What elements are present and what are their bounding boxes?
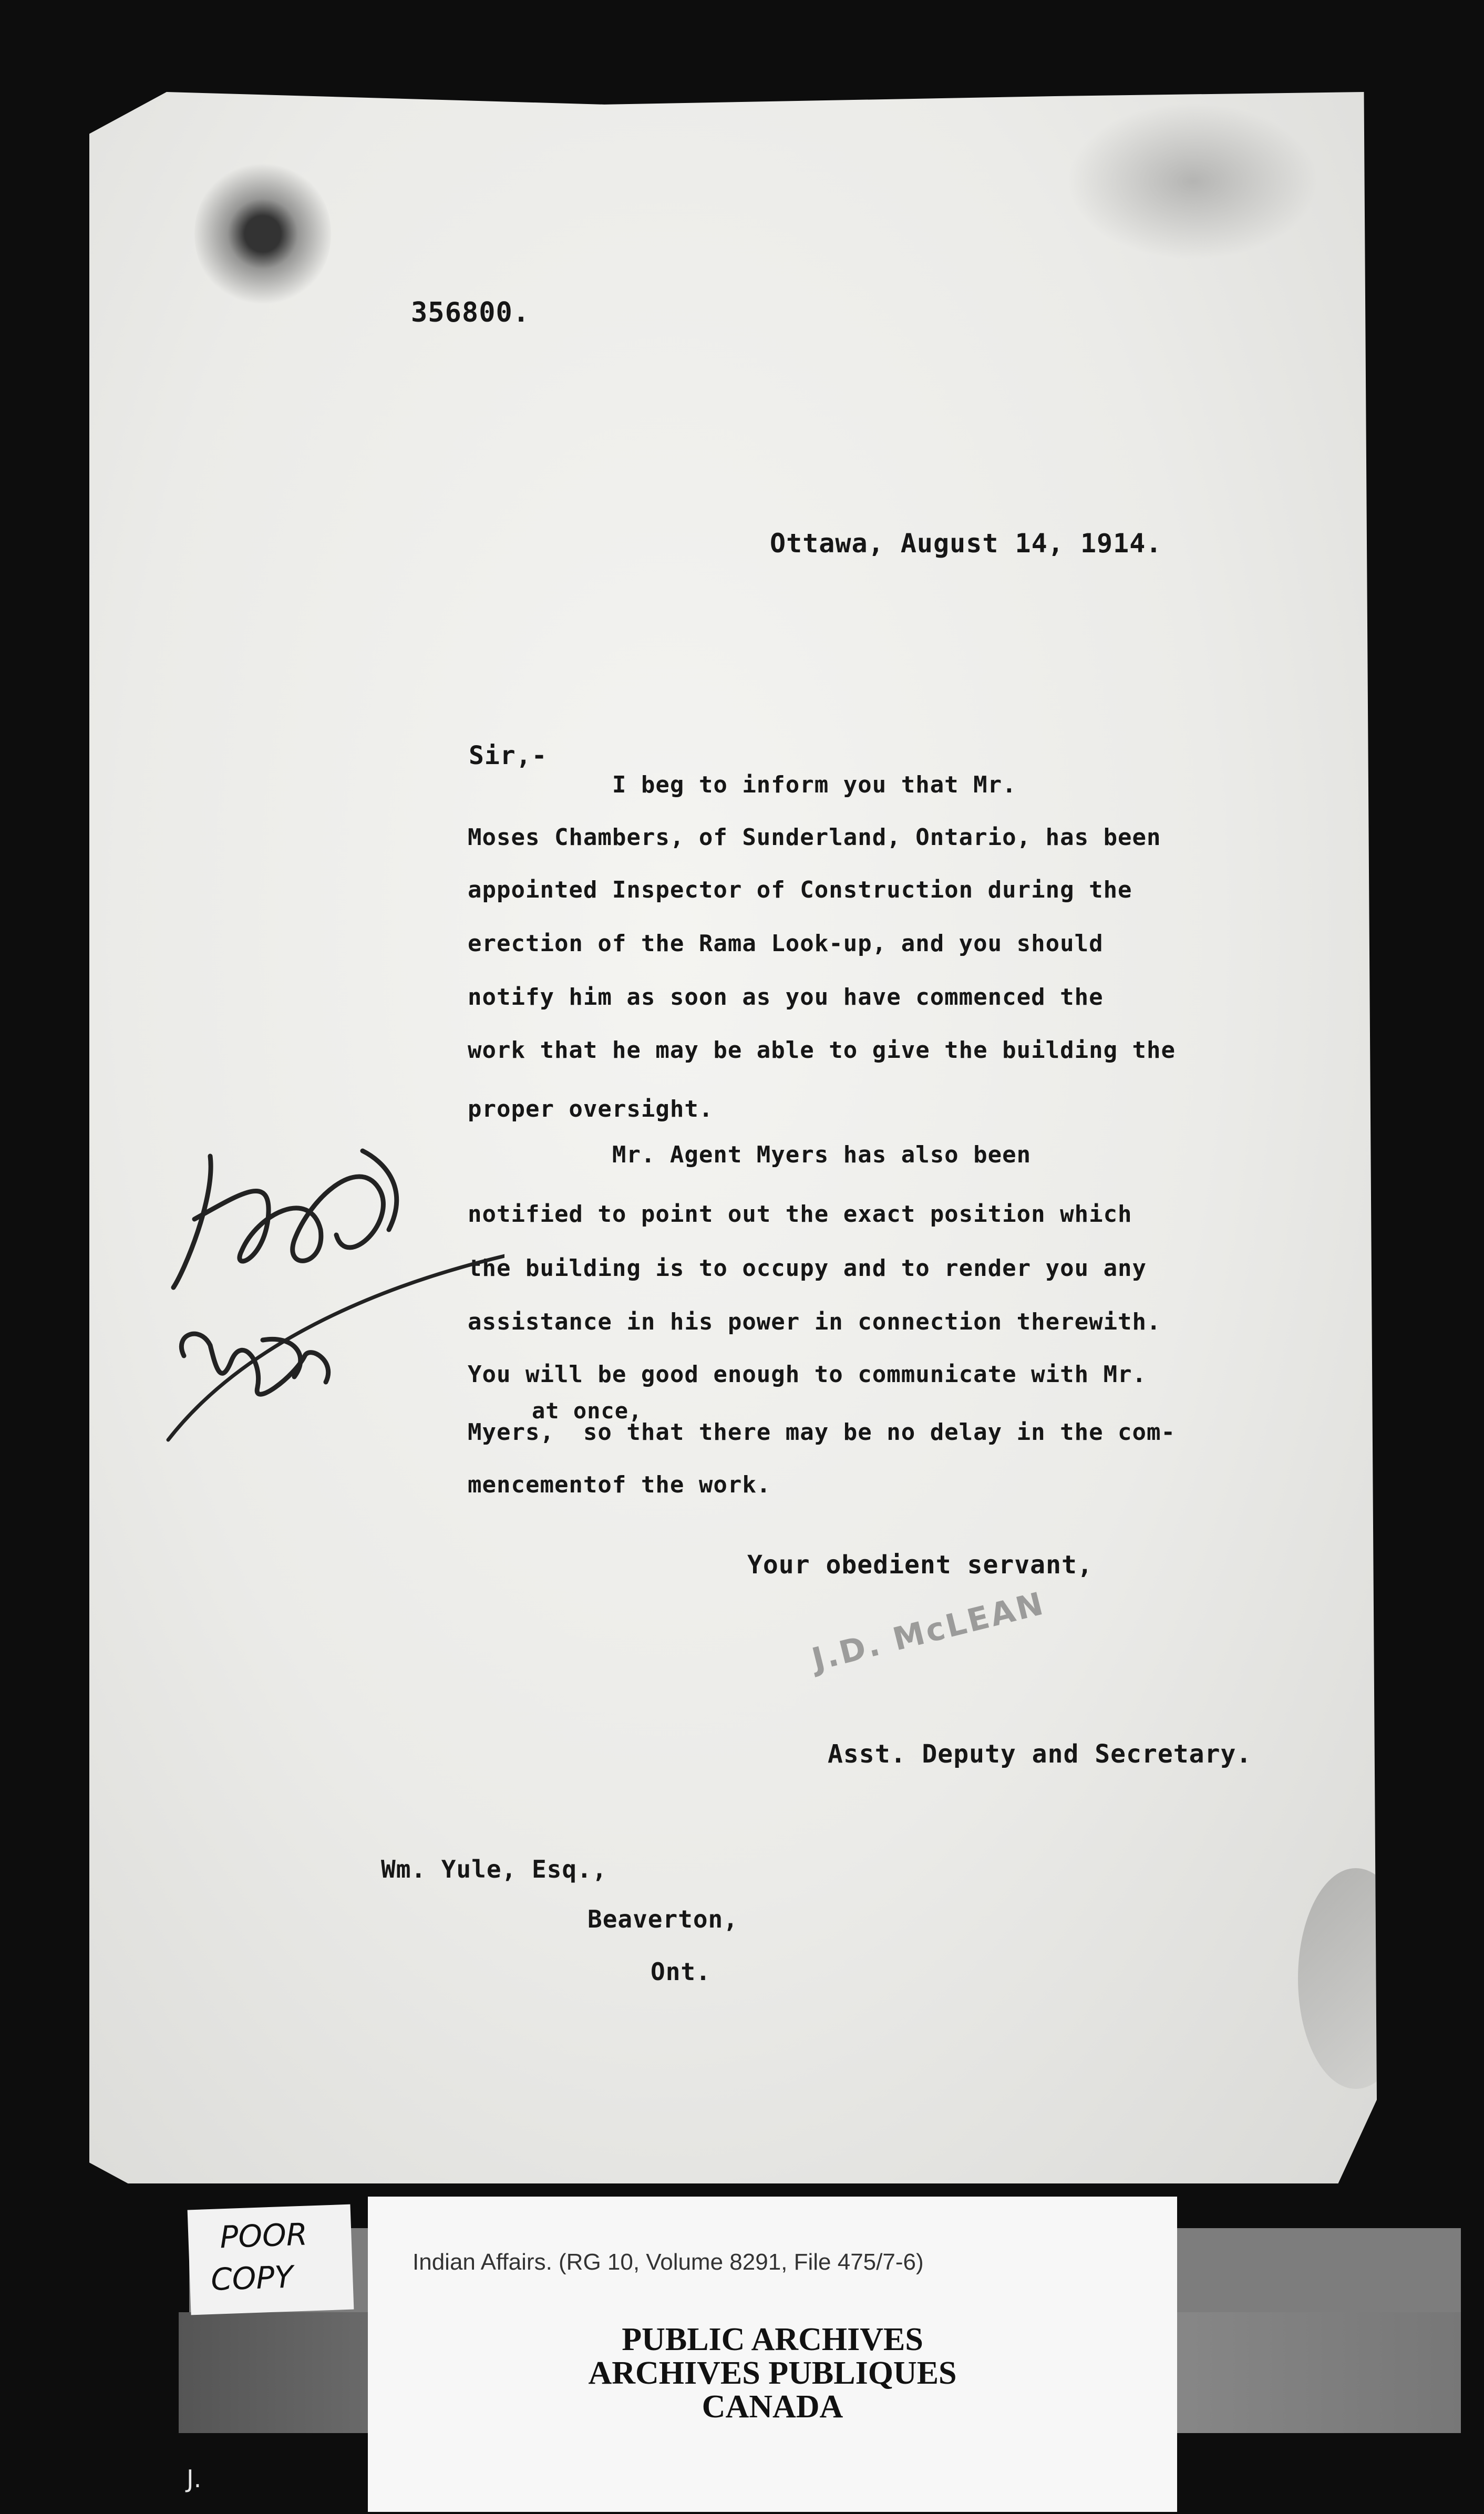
archive-source-citation: Indian Affairs. (RG 10, Volume 8291, File 475/7-6) xyxy=(413,2249,924,2275)
archive-label xyxy=(368,2197,1177,2512)
handwritten-insertion: at once, xyxy=(532,1398,643,1424)
address-line: Ont. xyxy=(651,1957,711,1986)
handwritten-initials xyxy=(137,1114,504,1482)
salutation: Sir,- xyxy=(469,741,548,770)
body-line: proper oversight. xyxy=(468,1096,714,1122)
poor-copy-note xyxy=(188,2204,354,2315)
poor-copy-line: COPY xyxy=(210,2259,294,2297)
body-line: I beg to inform you that Mr. xyxy=(468,771,1017,798)
signatory-title: Asst. Deputy and Secretary. xyxy=(828,1739,1252,1769)
body-line: Mr. Agent Myers has also been xyxy=(468,1141,1032,1168)
file-reference-number: 356800. xyxy=(411,297,530,328)
closing: Your obedient servant, xyxy=(747,1550,1093,1580)
address-line: Beaverton, xyxy=(588,1905,738,1933)
signature-stamp: J.D. McLEAN xyxy=(808,1585,1049,1678)
address-line: Wm. Yule, Esq., xyxy=(381,1855,607,1883)
letter-date: Ottawa, August 14, 1914. xyxy=(770,528,1162,559)
body-line: You will be good enough to communicate with Mr. xyxy=(468,1361,1147,1388)
body-line: assistance in his power in connection therewith. xyxy=(468,1308,1161,1335)
body-line: mencementof the work. xyxy=(468,1471,771,1498)
archive-country: CANADA xyxy=(702,2389,843,2425)
body-line: appointed Inspector of Construction during the xyxy=(468,877,1132,903)
body-line: notify him as soon as you have commenced the xyxy=(468,984,1104,1011)
archive-name-fr: ARCHIVES PUBLIQUES xyxy=(588,2355,957,2391)
body-line: erection of the Rama Look-up, and you should xyxy=(468,930,1104,957)
poor-copy-line: POOR xyxy=(219,2216,308,2255)
body-line: Myers, so that there may be no delay in the com- xyxy=(468,1419,1176,1446)
archive-name-en: PUBLIC ARCHIVES xyxy=(622,2322,923,2357)
body-line: the building is to occupy and to render you any xyxy=(468,1255,1147,1282)
body-line: Moses Chambers, of Sunderland, Ontario, has been xyxy=(468,824,1161,851)
film-corner-mark: J. xyxy=(187,2465,202,2493)
stain-smudge xyxy=(1067,102,1319,260)
body-line: notified to point out the exact position which xyxy=(468,1201,1132,1228)
punch-hole-smudge xyxy=(194,160,331,307)
body-line: work that he may be able to give the building the xyxy=(468,1037,1176,1064)
